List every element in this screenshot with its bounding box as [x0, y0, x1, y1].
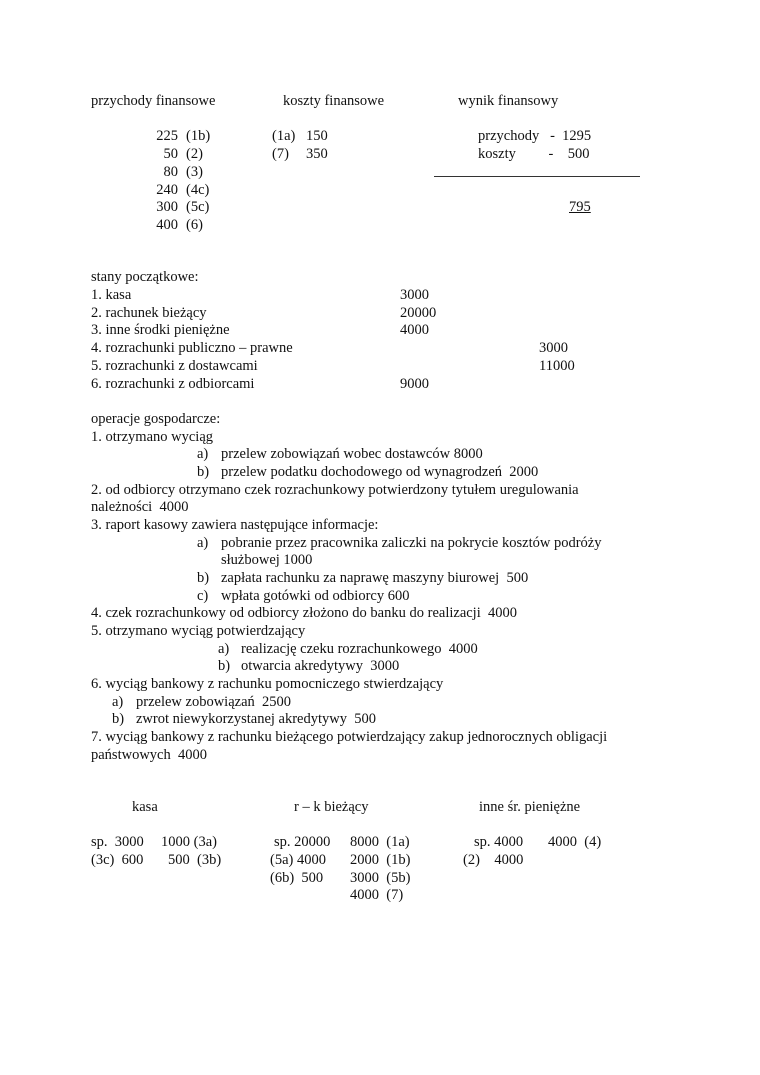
konto-kasa-debit: (3c) 600 [91, 852, 144, 868]
header-koszty-finansowe: koszty finansowe [283, 93, 385, 109]
op4: 4. czek rozrachunkowy od odbiorcy złożono do banku do realizacji 4000 [91, 605, 517, 621]
op3c: wpłata gotówki od odbiorcy 600 [221, 588, 410, 604]
op1b: przelew podatku dochodowego od wynagrodzeń 2000 [221, 464, 539, 480]
stany-label: 3. inne środki pieniężne [91, 322, 230, 338]
konto-inne-debit: sp. 4000 [474, 834, 524, 850]
przychody-amount: 240 [156, 182, 178, 198]
konto-rk-debit: (6b) 500 [270, 870, 324, 886]
stany-credit: 11000 [539, 358, 575, 374]
op6b: zwrot niewykorzystanej akredytywy 500 [136, 711, 376, 727]
op3a-marker: a) [197, 535, 209, 551]
konto-rk-debit: (5a) 4000 [270, 852, 326, 868]
op6a: przelew zobowiązań 2500 [136, 694, 292, 710]
op5: 5. otrzymano wyciąg potwierdzający [91, 623, 306, 639]
wynik-divider [434, 176, 640, 177]
wynik-koszty-line: koszty - 500 [478, 146, 590, 162]
wynik-result: 795 [569, 199, 591, 215]
op1: 1. otrzymano wyciąg [91, 429, 214, 445]
op3b-marker: b) [197, 570, 210, 586]
przychody-amount: 50 [163, 146, 178, 162]
koszty-amount: 350 [306, 146, 328, 162]
stany-debit: 3000 [400, 287, 429, 303]
konto-rk-title: r – k bieżący [294, 799, 369, 815]
op1a: przelew zobowiązań wobec dostawców 8000 [221, 446, 483, 462]
stany-debit: 20000 [400, 305, 437, 321]
op6a-marker: a) [112, 694, 124, 710]
op2-line1: 2. od odbiorcy otrzymano czek rozrachunkowy potwierdzony tytułem uregulowania [91, 482, 579, 498]
op5a-marker: a) [218, 641, 230, 657]
stany-label: 1. kasa [91, 287, 132, 303]
konto-rk-credit: 4000 (7) [350, 887, 404, 903]
op3: 3. raport kasowy zawiera następujące informacje: [91, 517, 379, 533]
konto-rk-debit: sp. 20000 [274, 834, 331, 850]
op1a-marker: a) [197, 446, 209, 462]
op2-line2: należności 4000 [91, 499, 189, 515]
op7-line2: państwowych 4000 [91, 747, 207, 763]
wynik-przychody-line: przychody - 1295 [478, 128, 592, 144]
op6: 6. wyciąg bankowy z rachunku pomocniczego stwierdzający [91, 676, 444, 692]
przychody-amount: 225 [156, 128, 178, 144]
stany-debit: 9000 [400, 376, 429, 392]
przychody-ref: (2) [186, 146, 203, 162]
op1b-marker: b) [197, 464, 210, 480]
op3a-line2: służbowej 1000 [221, 552, 313, 568]
op3b: zapłata rachunku za naprawę maszyny biurowej 500 [221, 570, 529, 586]
op3a-line1: pobranie przez pracownika zaliczki na pokrycie kosztów podróży [221, 535, 602, 551]
stany-label: 4. rozrachunki publiczno – prawne [91, 340, 293, 356]
przychody-amount: 300 [156, 199, 178, 215]
konto-kasa-title: kasa [132, 799, 158, 815]
op5b-marker: b) [218, 658, 231, 674]
op3c-marker: c) [197, 588, 209, 604]
przychody-ref: (3) [186, 164, 203, 180]
przychody-ref: (5c) [186, 199, 210, 215]
stany-label: 6. rozrachunki z odbiorcami [91, 376, 255, 392]
przychody-ref: (1b) [186, 128, 211, 144]
koszty-amount: 150 [306, 128, 328, 144]
konto-inne-debit: (2) 4000 [463, 852, 524, 868]
przychody-ref: (6) [186, 217, 203, 233]
stany-credit: 3000 [539, 340, 568, 356]
op5a: realizację czeku rozrachunkowego 4000 [241, 641, 478, 657]
header-przychody-finansowe: przychody finansowe [91, 93, 216, 109]
header-wynik-finansowy: wynik finansowy [458, 93, 559, 109]
op7-line1: 7. wyciąg bankowy z rachunku bieżącego potwierdzający zakup jednorocznych obligacji [91, 729, 608, 745]
konto-rk-credit: 3000 (5b) [350, 870, 411, 886]
koszty-ref: (7) [272, 146, 289, 162]
op6b-marker: b) [112, 711, 125, 727]
przychody-ref: (4c) [186, 182, 210, 198]
stany-label: 5. rozrachunki z dostawcami [91, 358, 258, 374]
konto-inne-title: inne śr. pieniężne [479, 799, 581, 815]
konto-kasa-debit: sp. 3000 [91, 834, 144, 850]
operacje-heading: operacje gospodarcze: [91, 411, 221, 427]
op5b: otwarcia akredytywy 3000 [241, 658, 400, 674]
przychody-amount: 80 [163, 164, 178, 180]
konto-kasa-credit: 500 (3b) [168, 852, 222, 868]
przychody-amount: 400 [156, 217, 178, 233]
konto-rk-credit: 8000 (1a) [350, 834, 410, 850]
stany-heading: stany początkowe: [91, 269, 199, 285]
konto-inne-credit: 4000 (4) [548, 834, 602, 850]
konto-rk-credit: 2000 (1b) [350, 852, 411, 868]
stany-label: 2. rachunek bieżący [91, 305, 207, 321]
konto-kasa-credit: 1000 (3a) [161, 834, 217, 850]
stany-debit: 4000 [400, 322, 429, 338]
koszty-ref: (1a) [272, 128, 296, 144]
